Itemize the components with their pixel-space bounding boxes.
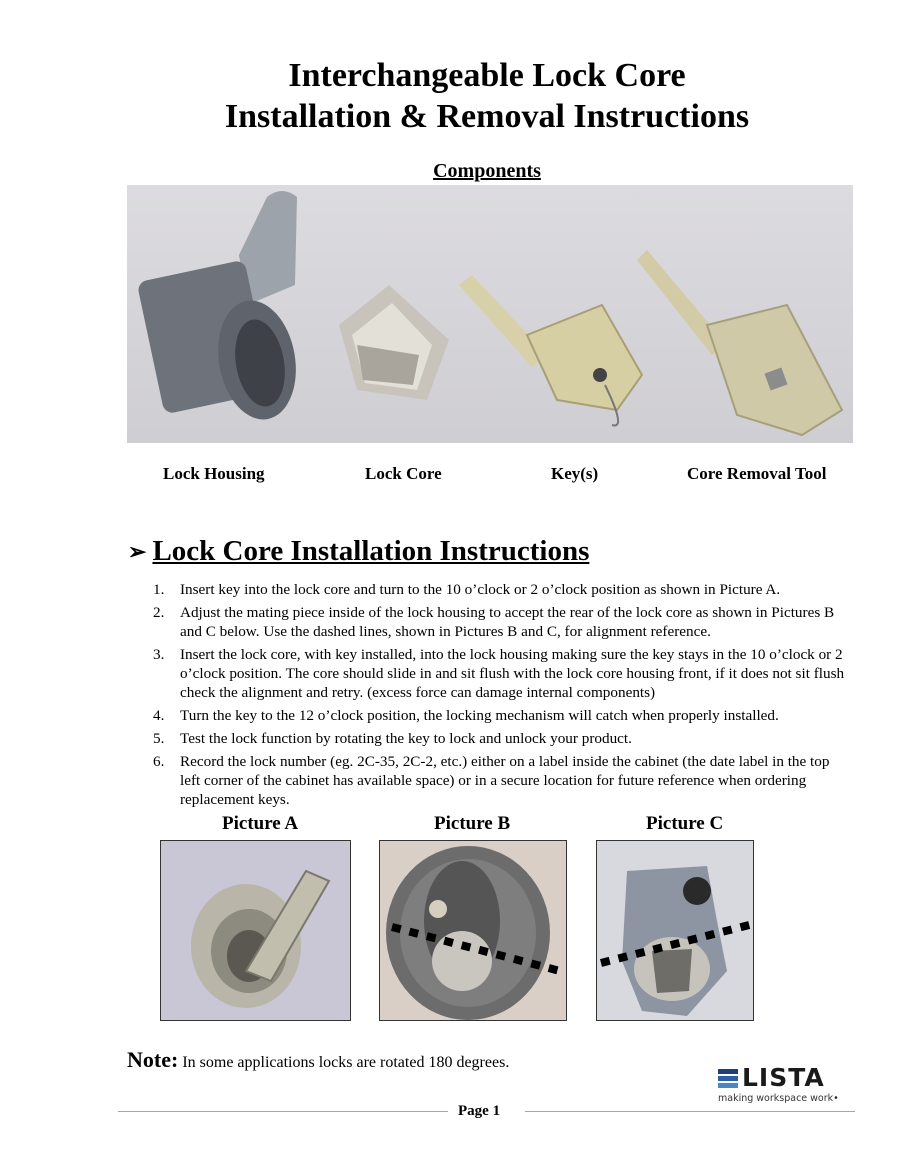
- label-lock-core: Lock Core: [365, 464, 442, 483]
- label-keys: Key(s): [551, 464, 599, 483]
- picture-c-image: [596, 840, 754, 1021]
- document-title: [0, 55, 900, 137]
- step-item: 6. Record the lock number (eg. 2C-35, 2C-2, etc.) either on a label inside the cabinet (the date label in the top left corner of the cabinet has available space) or in a secure location for future reference when ordering replacement keys.: [153, 753, 830, 808]
- installation-heading: [128, 535, 589, 568]
- step-item: 5. Test the lock function by rotating the key to lock and unlock your product.: [153, 730, 632, 747]
- label-core-removal-tool: Core Removal Tool: [687, 464, 827, 483]
- step-item: 2. Adjust the mating piece inside of the lock housing to accept the rear of the lock core as shown in Pictures B and C below. Use the dashed lines, shown in Pictures B and C, for alignment reference.: [153, 604, 835, 640]
- installation-heading-text: Lock Core Installation Instructions: [152, 535, 590, 567]
- arrow-bullet-icon: ➢: [128, 538, 147, 564]
- note-label: Note:: [127, 1047, 179, 1072]
- logo-wordmark: LISTA: [742, 1063, 825, 1092]
- logo-tagline: making workspace work•: [718, 1093, 839, 1104]
- core-removal-tool-image: [637, 250, 842, 435]
- lock-core-image: [339, 285, 449, 400]
- picture-a-image: [160, 840, 351, 1021]
- footer-divider-right: [525, 1111, 855, 1112]
- step-item: 3. Insert the lock core, with key installed, into the lock housing making sure the key stays in the 10 o’clock or 2 o’clock position. The core should slide in and sit flush with the lock core housing front, if it does not sit flush check the alignment and retry. (excess force can damage internal components): [153, 646, 845, 701]
- lock-housing-image: [137, 191, 305, 426]
- page-number: Page 1: [458, 1103, 501, 1119]
- title-line-2: Installation & Removal Instructions: [224, 98, 750, 135]
- key-image: [459, 275, 642, 426]
- label-lock-housing: Lock Housing: [163, 464, 265, 483]
- components-heading: Components: [433, 160, 541, 182]
- picture-c-label: Picture C: [646, 813, 724, 834]
- step-item: 4. Turn the key to the 12 o’clock position, the locking mechanism will catch when properly installed.: [153, 707, 779, 724]
- picture-b-label: Picture B: [434, 813, 511, 834]
- step-item: 1. Insert key into the lock core and turn to the 10 o’clock or 2 o’clock position as shown in Picture A.: [153, 581, 781, 598]
- note-text: In some applications locks are rotated 180 degrees.: [178, 1054, 510, 1071]
- logo-bars-icon: [718, 1069, 738, 1088]
- picture-a-label: Picture A: [222, 813, 299, 834]
- lista-logo: [718, 1063, 858, 1104]
- picture-b-image: [379, 840, 567, 1021]
- footer-divider-left: [118, 1111, 448, 1112]
- installation-steps: [153, 580, 853, 813]
- note: [127, 1047, 509, 1073]
- title-line-1: Interchangeable Lock Core: [288, 57, 686, 94]
- components-photo: [127, 185, 853, 443]
- components-illustration: [127, 185, 853, 443]
